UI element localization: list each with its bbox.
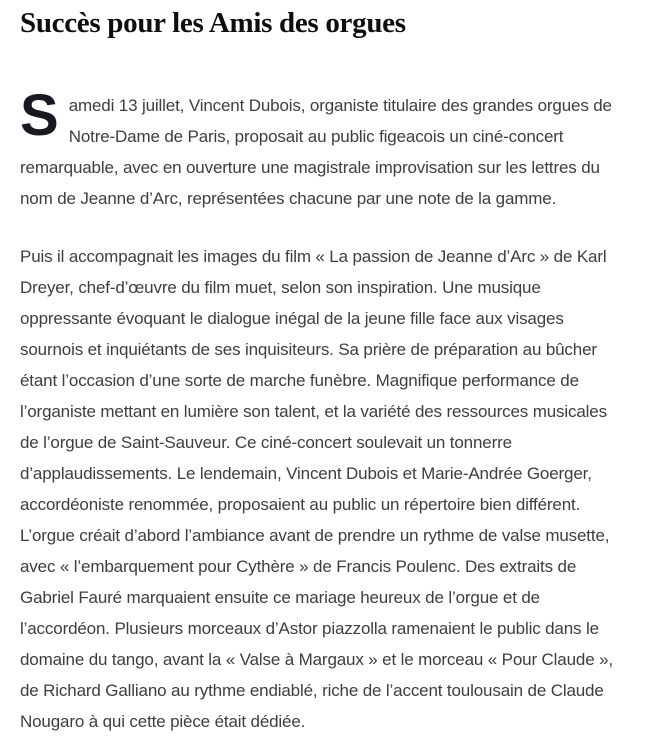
- second-paragraph: Puis il accompagnait les images du film « La passion de Jeanne d’Arc » de Karl Dreyer, chef-d’œuvre du film muet, selon son inspiration. Une musique oppressante évoquant le dialogue inégal de la jeune fille face aux visages sournois et inquiétants de ses inquisiteurs. Sa prière de préparation au bûcher étant l’occasion d’une sorte de marche funèbre. Magnifique performance de l’organiste mettant en lumière son talent, et la variété des ressources musicales de l’orgue de Saint-Sauveur. Ce ciné-concert soulevait un tonnerre d’applaudissements. Le lendemain, Vincent Dubois et Marie-Andrée Goerger, accordéoniste renommée, proposaient au public un répertoire bien différent. L’orgue créait d’abord l’ambiance avant de prendre un rythme de valse musette, avec « l’embarquement pour Cythère » de Francis Poulenc. Des extraits de Gabriel Fauré marquaient ensuite ce mariage heureux de l’orgue et de l’accordéon. Plusieurs morceaux d’Astor piazzolla ramenaient le public dans le domaine du tango, avant la « Valse à Margaux » et le morceau « Pour Claude », de Richard Galliano au rythme endiablé, riche de l’accent toulousain de Claude Nougaro à qui cette pièce était dédiée.: [20, 247, 613, 731]
- article-title: Succès pour les Amis des orgues: [20, 7, 406, 39]
- article-body: [20, 83, 628, 737]
- lead-paragraph: [20, 83, 628, 214]
- dropcap-letter: S: [20, 83, 59, 148]
- lead-paragraph-text: amedi 13 juillet, Vincent Dubois, organiste titulaire des grandes orgues de Notre-Dame de Paris, proposait au public figeacois un ciné-concert remarquable, avec en ouverture une magistrale improvisation sur les lettres du nom de Jeanne d’Arc, représentées chacune par une note de la gamme.: [20, 96, 612, 208]
